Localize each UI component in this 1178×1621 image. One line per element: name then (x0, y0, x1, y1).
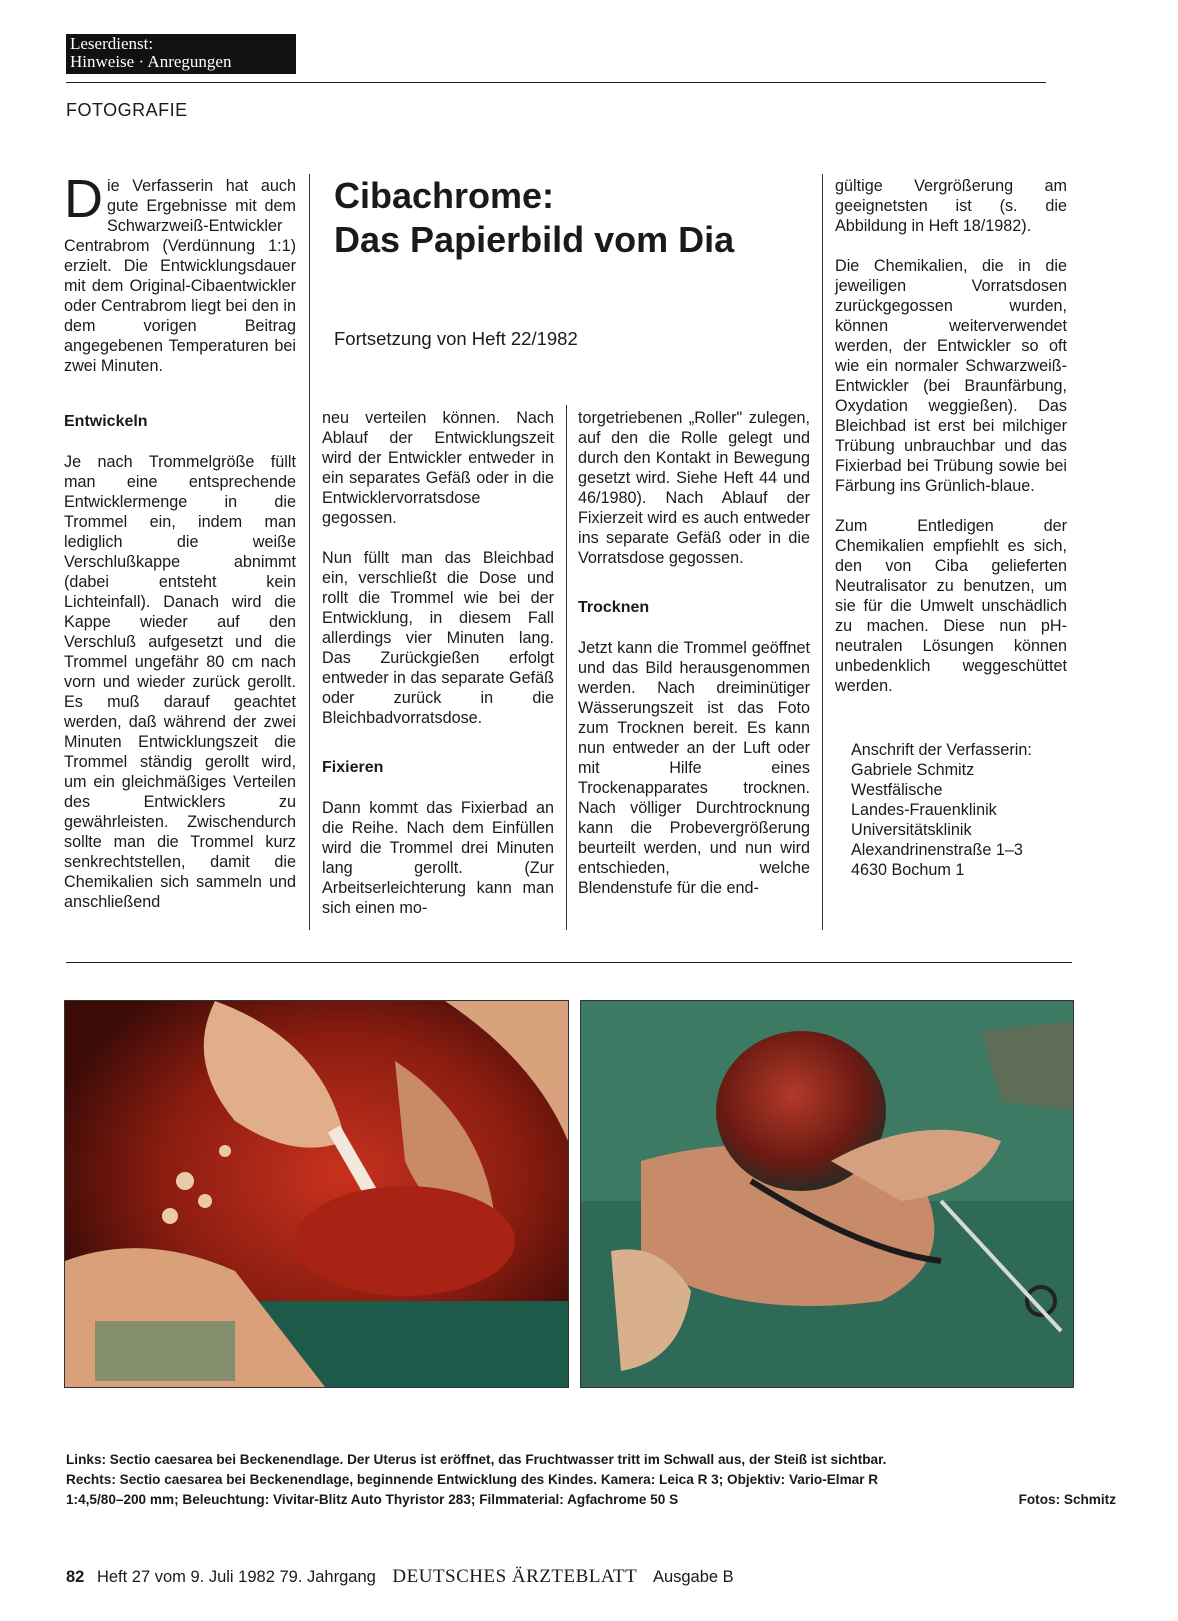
column-1 (64, 169, 296, 932)
caption-line-3-text: 1:4,5/80–200 mm; Beleuchtung: Vivitar-Blitz Auto Thyristor 283; Filmmaterial: Agfachrome 50 S (66, 1492, 679, 1507)
column-4 (835, 176, 1067, 880)
page-number: 82 (66, 1568, 85, 1586)
issue-info: Heft 27 vom 9. Juli 1982 79. Jahrgang (96, 1568, 376, 1586)
intro-paragraph (64, 169, 296, 376)
photo-caption (66, 1450, 1116, 1510)
paragraph-col4-2: Die Chemikalien, die in die jeweiligen Vorratsdosen zurückgegossen wurden, können weiterverwendet werden, der Entwickler so oft wie ein normaler Schwarzweiß-Entwickler (bei Braunfärbung, Oxydation weggießen). Das Bleichbad ist erst bei milchiger Trübung unbrauchbar und das Fixierbad bei Trübung sowie bei Färbung ins Grünlich-blaue. (835, 257, 1067, 495)
address-line: Universitätsklinik (851, 821, 972, 839)
paragraph-col3-1: torgetriebenen „Roller" zulegen, auf den die Rolle gelegt und durch den Kontakt in Bewegung gesetzt wird. Siehe Heft 44 und 46/1980). Nach Ablauf der Fixierzeit wird es auch entweder ins separate Gefäß oder in die Vorratsdose gegossen. (578, 409, 810, 567)
paragraph-entwickeln: Je nach Trommelgröße füllt man eine entsprechende Entwicklermenge in die Trommel ein, indem man lediglich die weiße Verschlußkappe abnimmt (dabei entsteht kein Lichteinfall). Danach wird die Kappe wieder auf den Verschluß aufgesetzt und die Trommel ungefähr 80 cm nach vorn und wieder zurück gerollt. Es muß darauf geachtet werden, daß während der zwei Minuten Entwicklungszeit die Trommel ständig gerollt wird, um ein gleichmäßiges Verteilen des Entwicklers zu gewährleisten. Zwischendurch sollte man die Trommel kurz senkrechtstellen, damit die Chemikalien sich sammeln und anschließend (64, 453, 296, 911)
address-line: Westfälische (851, 781, 943, 799)
article-subtitle: Fortsetzung von Heft 22/1982 (334, 328, 578, 349)
author-address (835, 740, 1067, 880)
page-footer (66, 1566, 734, 1588)
label-line-1: Leserdienst: (70, 34, 154, 53)
paragraph-col2-2: Nun füllt man das Bleichbad ein, verschließt die Dose und rollt die Trommel wie bei der Entwicklung, in diesem Fall allerdings vier Minuten lang. Das Zurückgießen erfolgt entweder in das separate Gefäß oder zurück in die Bleichbadvorratsdose. (322, 549, 554, 727)
caption-line-2: Rechts: Sectio caesarea bei Beckenendlage, beginnende Entwicklung des Kindes. Kamera: Leica R 3; Objektiv: Vario-Elmar R (66, 1472, 879, 1487)
section-label-box (66, 34, 296, 74)
column-3 (578, 408, 810, 918)
column-2 (322, 408, 554, 938)
caption-line-3 (66, 1490, 1116, 1510)
photo-right-image (581, 1001, 1073, 1387)
title-line-2: Das Papierbild vom Dia (334, 219, 735, 260)
title-line-1: Cibachrome: (334, 175, 555, 216)
article-title (334, 174, 824, 262)
photo-credit: Fotos: Schmitz (1018, 1492, 1116, 1507)
heading-trocknen: Trocknen (578, 599, 650, 616)
surgery-photo-right (580, 1000, 1074, 1388)
paragraph-col4-3: Zum Entledigen der Chemikalien empfiehlt es sich, den von Ciba gelieferten Neutralisator zu benutzen, um sie für die Umwelt unschädlich zu machen. Diese nun pH-neutralen Lösungen können unbedenklich weggeschüttet werden. (835, 517, 1067, 695)
address-line: Gabriele Schmitz (851, 761, 975, 779)
heading-fixieren: Fixieren (322, 759, 384, 776)
edition: Ausgabe B (652, 1568, 734, 1586)
address-line: Landes-Frauenklinik (851, 801, 997, 819)
paragraph-col3-2: Jetzt kann die Trommel geöffnet und das Bild herausgenommen werden. Nach dreiminütiger Wässerungszeit ist das Foto zum Trocknen bereit. Es kann nun entweder an der Luft oder mit Hilfe eines Trockenapparates trocknen. Nach völliger Durchtrocknung kann die Probevergrößerung beurteilt werden, und nun wird entschieden, welche Blendenstufe für die end- (578, 639, 810, 897)
caption-line-1: Links: Sectio caesarea bei Beckenendlage. Der Uterus ist eröffnet, das Fruchtwasser tritt im Schwall aus, der Steiß ist sichtbar. (66, 1452, 887, 1467)
address-line: Alexandrinenstraße 1–3 (851, 841, 1023, 859)
label-line-2: Hinweise · Anregungen (70, 52, 232, 71)
address-line: Anschrift der Verfasserin: (851, 741, 1032, 759)
section-name: FOTOGRAFIE (66, 100, 188, 120)
heading-entwickeln: Entwickeln (64, 413, 148, 430)
column-divider-1 (309, 174, 310, 930)
surgery-photo-left (64, 1000, 569, 1388)
paragraph-col2-3: Dann kommt das Fixierbad an die Reihe. Nach dem Einfüllen wird die Trommel drei Minuten lang gerollt. (Zur Arbeitserleichterung kann man sich einen mo- (322, 799, 554, 917)
column-divider-3 (822, 174, 823, 930)
header-rule (66, 82, 1046, 83)
photo-rule (66, 962, 1072, 963)
photo-left-image (65, 1001, 568, 1387)
drop-cap: D (64, 169, 103, 229)
journal-name: DEUTSCHES ÄRZTEBLATT (392, 1566, 638, 1587)
column-divider-2 (566, 405, 567, 930)
paragraph-col2-1: neu verteilen können. Nach Ablauf der Entwicklungszeit wird der Entwickler entweder in ein separates Gefäß oder in die Entwicklervorratsdose gegossen. (322, 409, 554, 527)
intro-text: ie Verfasserin hat auch gute Ergebnisse mit dem Schwarzweiß-Entwickler Centrabrom (Verdünnung 1:1) erzielt. Die Entwicklungsdauer mit dem Original-Cibaentwickler oder Centrabrom liegt bei den in dem vorigen Beitrag angegebenen Temperaturen bei zwei Minuten. (64, 177, 296, 375)
address-line: 4630 Bochum 1 (851, 861, 965, 879)
paragraph-col4-1: gültige Vergrößerung am geeignetsten ist (s. die Abbildung in Heft 18/1982). (835, 177, 1067, 235)
